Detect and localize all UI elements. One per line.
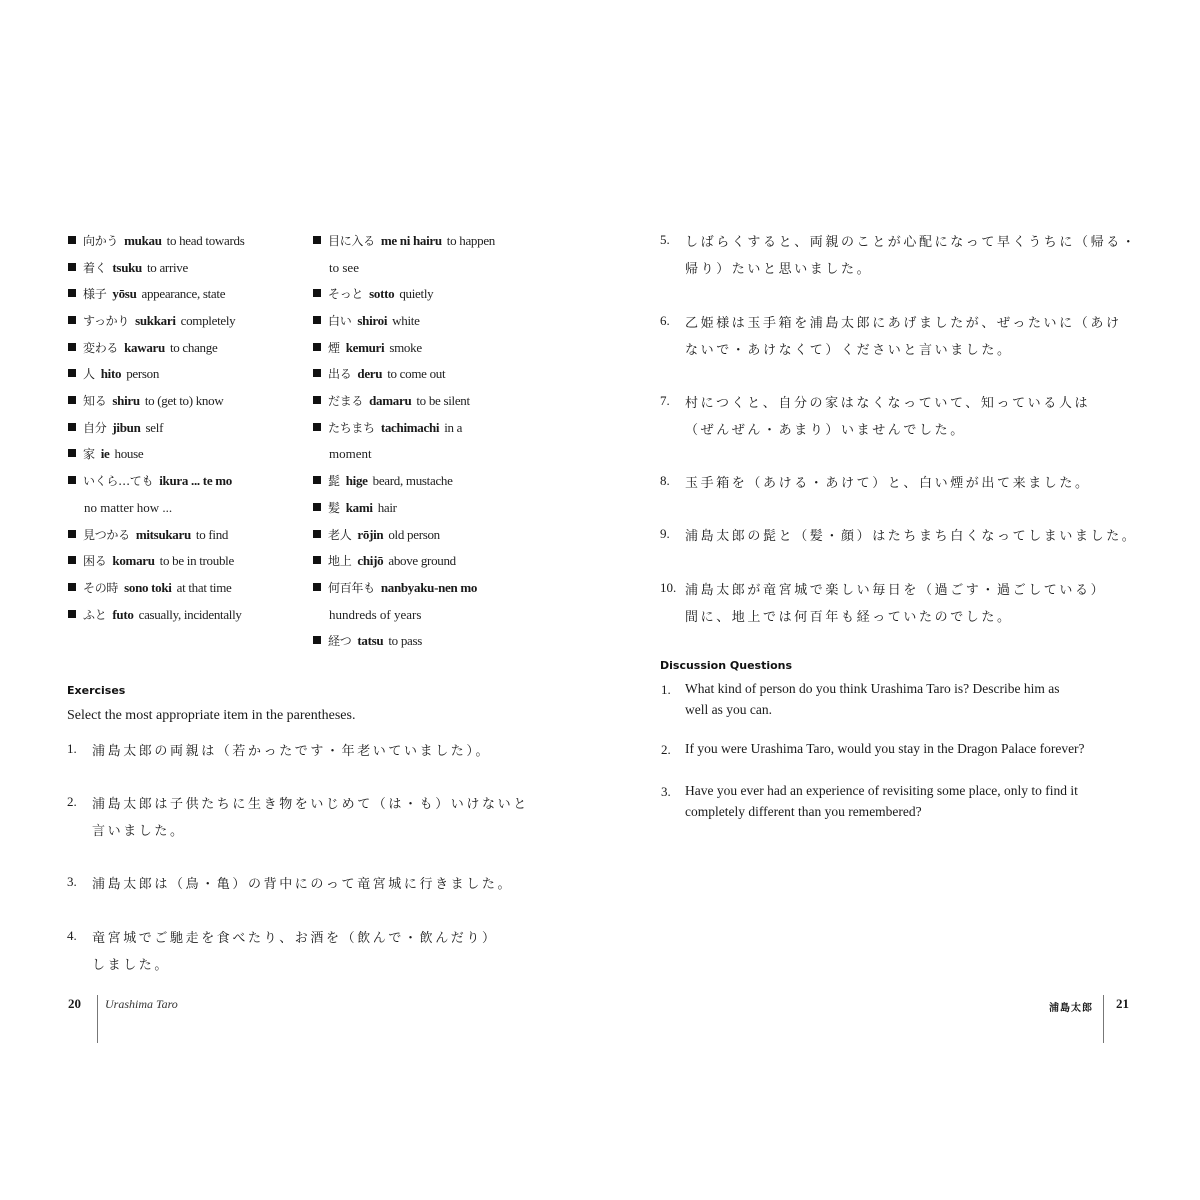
vocab-item: そっと sotto quietly xyxy=(313,286,433,302)
exercise-text: 村につくと、自分の家はなくなっていて、知っている人は xyxy=(685,396,1091,411)
exercise-text: 浦島太郎の両親は（若かったです・年老いていました）。 xyxy=(92,744,492,759)
page-number: 20 xyxy=(68,996,81,1011)
bullet-icon xyxy=(68,556,76,564)
bullet-icon xyxy=(313,476,321,484)
exercise-text: 帰り）たいと思いました。 xyxy=(685,262,873,277)
vocab-item: すっかり sukkari completely xyxy=(68,313,235,329)
vocab-gloss-continued: to see xyxy=(329,260,359,275)
exercise-text: 浦島太郎は子供たちに生き物をいじめて（は・も）いけないと xyxy=(92,797,529,812)
vocab-item: 知る shiru to (get to) know xyxy=(68,393,223,409)
running-title: Urashima Taro xyxy=(105,997,178,1011)
bullet-icon xyxy=(68,610,76,618)
bullet-icon xyxy=(313,423,321,431)
exercise-text: 言いました。 xyxy=(92,824,186,839)
bullet-icon xyxy=(68,530,76,538)
vocab-item: その時 sono toki at that time xyxy=(68,580,232,596)
bullet-icon xyxy=(68,583,76,591)
question-number: 3. xyxy=(661,784,671,799)
exercises-instruction: Select the most appropriate item in the parentheses. xyxy=(67,708,356,723)
bullet-icon xyxy=(68,369,76,377)
exercise-text: ないで・あけなくて）くださいと言いました。 xyxy=(685,343,1013,358)
vocab-item: 家 ie house xyxy=(68,446,143,462)
question-text: If you were Urashima Taro, would you stay in the Dragon Palace forever? xyxy=(685,741,1085,756)
bullet-icon xyxy=(68,289,76,297)
question-number: 2. xyxy=(661,742,671,757)
bullet-icon xyxy=(313,289,321,297)
vocab-item: 目に入る me ni hairu to happen xyxy=(313,233,495,249)
vocab-item: 白い shiroi white xyxy=(313,313,420,329)
vocab-item: 老人 rōjin old person xyxy=(313,527,440,543)
exercise-text: しました。 xyxy=(92,958,171,973)
exercise-text: しばらくすると、両親のことが心配になって早くうちに（帰る・ xyxy=(685,235,1138,250)
exercise-text: 浦島太郎は（鳥・亀）の背中にのって竜宮城に行きました。 xyxy=(92,877,514,892)
vocab-gloss-continued: hundreds of years xyxy=(329,607,422,622)
bullet-icon xyxy=(313,636,321,644)
bullet-icon xyxy=(68,236,76,244)
bullet-icon xyxy=(313,236,321,244)
bullet-icon xyxy=(68,343,76,351)
question-text: completely different than you remembered? xyxy=(685,804,922,819)
exercise-text: 玉手箱を（あける・あけて）と、白い煙が出て来ました。 xyxy=(685,476,1091,491)
footer-divider xyxy=(1103,995,1104,1043)
exercise-number: 7. xyxy=(660,393,670,408)
vocab-item: 髪 kami hair xyxy=(313,500,397,516)
bullet-icon xyxy=(313,396,321,404)
exercise-number: 4. xyxy=(67,928,77,943)
vocab-item: 見つかる mitsukaru to find xyxy=(68,527,228,543)
page-number: 21 xyxy=(1116,996,1129,1011)
vocab-item: 向かう mukau to head towards xyxy=(68,233,244,249)
exercise-text: 間に、地上では何百年も経っていたのでした。 xyxy=(685,610,1013,625)
footer-divider xyxy=(97,995,98,1043)
question-number: 1. xyxy=(661,682,671,697)
exercise-text: 浦島太郎の髭と（髪・顔）はたちまち白くなってしまいました。 xyxy=(685,529,1138,544)
vocab-item: 着く tsuku to arrive xyxy=(68,260,188,276)
discussion-heading: Discussion Questions xyxy=(660,659,793,672)
bullet-icon xyxy=(313,369,321,377)
exercise-number: 10. xyxy=(660,580,677,595)
vocab-item: 自分 jibun self xyxy=(68,420,163,436)
exercise-number: 5. xyxy=(660,232,670,247)
exercise-number: 8. xyxy=(660,473,670,488)
exercise-number: 1. xyxy=(67,741,77,756)
question-text: What kind of person do you think Urashima Taro is? Describe him as xyxy=(685,681,1060,696)
exercise-number: 6. xyxy=(660,313,670,328)
vocab-gloss-continued: moment xyxy=(329,446,372,461)
vocab-item: だまる damaru to be silent xyxy=(313,393,470,409)
vocab-item: 様子 yōsu appearance, state xyxy=(68,286,225,302)
bullet-icon xyxy=(68,423,76,431)
vocab-item: 地上 chijō above ground xyxy=(313,553,456,569)
bullet-icon xyxy=(68,449,76,457)
vocab-gloss-continued: no matter how ... xyxy=(84,500,173,515)
exercise-number: 2. xyxy=(67,794,77,809)
exercise-number: 9. xyxy=(660,526,670,541)
bullet-icon xyxy=(68,476,76,484)
bullet-icon xyxy=(313,503,321,511)
vocab-item: 煙 kemuri smoke xyxy=(313,340,422,356)
bullet-icon xyxy=(68,396,76,404)
vocab-item: 困る komaru to be in trouble xyxy=(68,553,234,569)
vocab-item: 何百年も nanbyaku-nen mo xyxy=(313,580,482,596)
exercise-number: 3. xyxy=(67,874,77,889)
bullet-icon xyxy=(313,530,321,538)
vocab-item: ふと futo casually, incidentally xyxy=(68,607,242,623)
bullet-icon xyxy=(68,263,76,271)
exercise-text: 浦島太郎が竜宮城で楽しい毎日を（過ごす・過ごしている） xyxy=(685,583,1107,598)
vocab-item: 髭 hige beard, mustache xyxy=(313,473,453,489)
vocab-item: 経つ tatsu to pass xyxy=(313,633,422,649)
exercise-text: 乙姫様は玉手箱を浦島太郎にあげましたが、ぜったいに（あけ xyxy=(685,316,1122,331)
vocab-item: いくら…ても ikura ... te mo xyxy=(68,473,237,489)
question-text: Have you ever had an experience of revisiting some place, only to find it xyxy=(685,783,1078,798)
vocab-item: 人 hito person xyxy=(68,366,159,382)
bullet-icon xyxy=(313,556,321,564)
bullet-icon xyxy=(313,316,321,324)
vocab-item: 出る deru to come out xyxy=(313,366,445,382)
exercise-text: 竜宮城でご馳走を食べたり、お酒を（飲んで・飲んだり） xyxy=(92,931,498,946)
question-text: well as you can. xyxy=(685,702,772,717)
exercises-heading: Exercises xyxy=(67,684,126,697)
exercise-text: （ぜんぜん・あまり）いませんでした。 xyxy=(685,423,966,438)
vocab-item: たちまち tachimachi in a xyxy=(313,420,462,436)
running-title-jp: 浦島太郎 xyxy=(1049,1003,1093,1014)
bullet-icon xyxy=(68,316,76,324)
vocab-item: 変わる kawaru to change xyxy=(68,340,217,356)
bullet-icon xyxy=(313,583,321,591)
bullet-icon xyxy=(313,343,321,351)
